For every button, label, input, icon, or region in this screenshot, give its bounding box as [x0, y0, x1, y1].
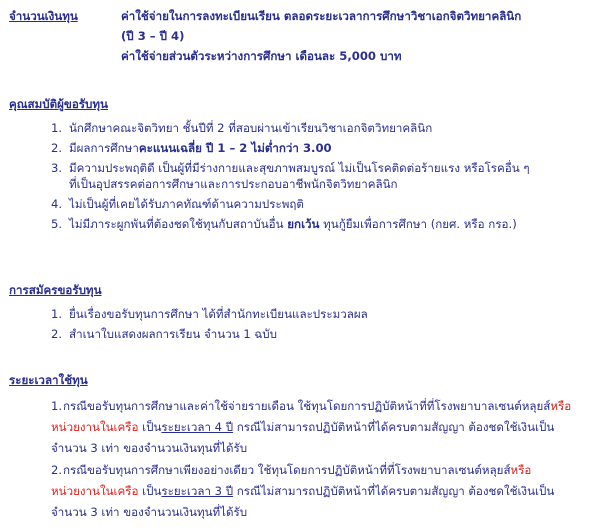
qualifications-section [9, 96, 609, 236]
item-text-condition: กรณีไม่สามารถปฏิบัติหน้าที่ได้ครบตามสัญญา ต้องชดใช้เงินเป็น [233, 420, 555, 434]
list-item [9, 160, 609, 192]
item-line-3: จำนวน 3 เท่า ของจำนวนเงินทุนที่ได้รับ [51, 505, 248, 519]
item-text: กรณีขอรับทุนการศึกษาเพียงอย่างเดียว ใช้ทุนโดยการปฏิบัติหน้าที่ที่โรงพยาบาลเซนต์หลุยส์ [63, 463, 511, 477]
item-text: มีผลการศึกษา [69, 141, 139, 155]
exception-word: ยกเว้น [287, 217, 320, 231]
item-text: สำเนาใบแสดงผลการเรียน จำนวน 1 ฉบับ [69, 327, 278, 341]
application-list [9, 306, 609, 342]
item-text: มีความประพฤติดี เป็นผู้ที่มีร่างกายและสุขภาพสมบูรณ์ ไม่เป็นโรคติดต่อร้ายแรง หรือโรคอื่น ๆ [69, 161, 530, 175]
item-text: นักศึกษาคณะจิตวิทยา ชั้นปีที่ 2 ที่สอบผ่านเข้าเรียนวิชาเอกจิตวิทยาคลินิก [69, 121, 433, 135]
qualifications-heading: คุณสมบัติผู้ขอรับทุน [9, 97, 108, 111]
list-item [9, 326, 609, 342]
item-number: 1. [51, 399, 63, 413]
item-text-continued: ที่เป็นอุปสรรคต่อการศึกษาและการประกอบอาชีพนักจิตวิทยาคลินิก [69, 177, 398, 191]
item-line-2 [51, 481, 609, 502]
qualifications-list [9, 120, 609, 232]
affiliate-units: หน่วยงานในเครือ [51, 484, 139, 498]
list-item [9, 396, 609, 459]
item-text: ไม่เป็นผู้ที่เคยได้รับภาคทัณฑ์ด้านความประพฤติ [69, 197, 304, 211]
amount-line-1: ค่าใช้จ่ายในการลงทะเบียนเรียน ตลอดระยะเวลาการศึกษาวิชาเอกจิตวิทยาคลินิก [121, 9, 522, 23]
or-word: หรือ [510, 463, 532, 477]
list-item [9, 460, 609, 523]
list-item [9, 216, 609, 232]
or-word: หรือ [550, 399, 572, 413]
item-text: ยื่นเรื่องขอรับทุนการศึกษา ได้ที่สำนักทะเบียนและประมวลผล [69, 307, 368, 321]
item-number: 1. [51, 121, 63, 135]
period-heading: ระยะเวลาใช้ทุน [9, 373, 88, 387]
item-number: 4. [51, 197, 63, 211]
item-text-connector: เป็น [138, 484, 162, 498]
item-number: 2. [51, 141, 63, 155]
item-text-tail: ทุนกู้ยืมเพื่อการศึกษา (กยศ. หรือ กรอ.) [319, 217, 517, 231]
amount-details [121, 8, 609, 68]
item-line-3: จำนวน 3 เท่า ของจำนวนเงินทุนที่ได้รับ [51, 441, 248, 455]
item-text-condition: กรณีไม่สามารถปฏิบัติหน้าที่ได้ครบตามสัญญา ต้องชดใช้เงินเป็น [233, 484, 555, 498]
service-period: ระยะเวลา 3 ปี [161, 484, 234, 498]
item-line-2 [51, 417, 609, 438]
list-item [9, 196, 609, 212]
service-period: ระยะเวลา 4 ปี [161, 420, 234, 434]
item-number: 5. [51, 217, 63, 231]
amount-line-2: (ปี 3 – ปี 4) [121, 29, 185, 43]
amount-line-3: ค่าใช้จ่ายส่วนตัวระหว่างการศึกษา เดือนละ 5,000 บาท [121, 49, 402, 63]
application-heading: การสมัครขอรับทุน [9, 283, 102, 297]
list-item [9, 140, 609, 156]
period-section [9, 372, 609, 524]
affiliate-units: หน่วยงานในเครือ [51, 420, 139, 434]
gpa-requirement: คะแนนเฉลี่ย ปี 1 – 2 ไม่ต่ำกว่า 3.00 [138, 141, 332, 155]
item-text: กรณีขอรับทุนการศึกษาและค่าใช้จ่ายรายเดือน ใช้ทุนโดยการปฏิบัติหน้าที่ที่โรงพยาบาลเซนต์หลุยส์ [63, 399, 551, 413]
period-list [9, 396, 609, 523]
application-section [9, 282, 609, 346]
item-text-connector: เป็น [138, 420, 162, 434]
amount-label: จำนวนเงินทุน [9, 9, 78, 23]
item-number: 3. [51, 161, 63, 175]
item-text: ไม่มีภาระผูกพันที่ต้องชดใช้ทุนกับสถาบันอื่น [69, 217, 288, 231]
item-number: 1. [51, 307, 63, 321]
item-number: 2. [51, 327, 63, 341]
list-item [9, 120, 609, 136]
list-item [9, 306, 609, 322]
item-number: 2. [51, 463, 63, 477]
